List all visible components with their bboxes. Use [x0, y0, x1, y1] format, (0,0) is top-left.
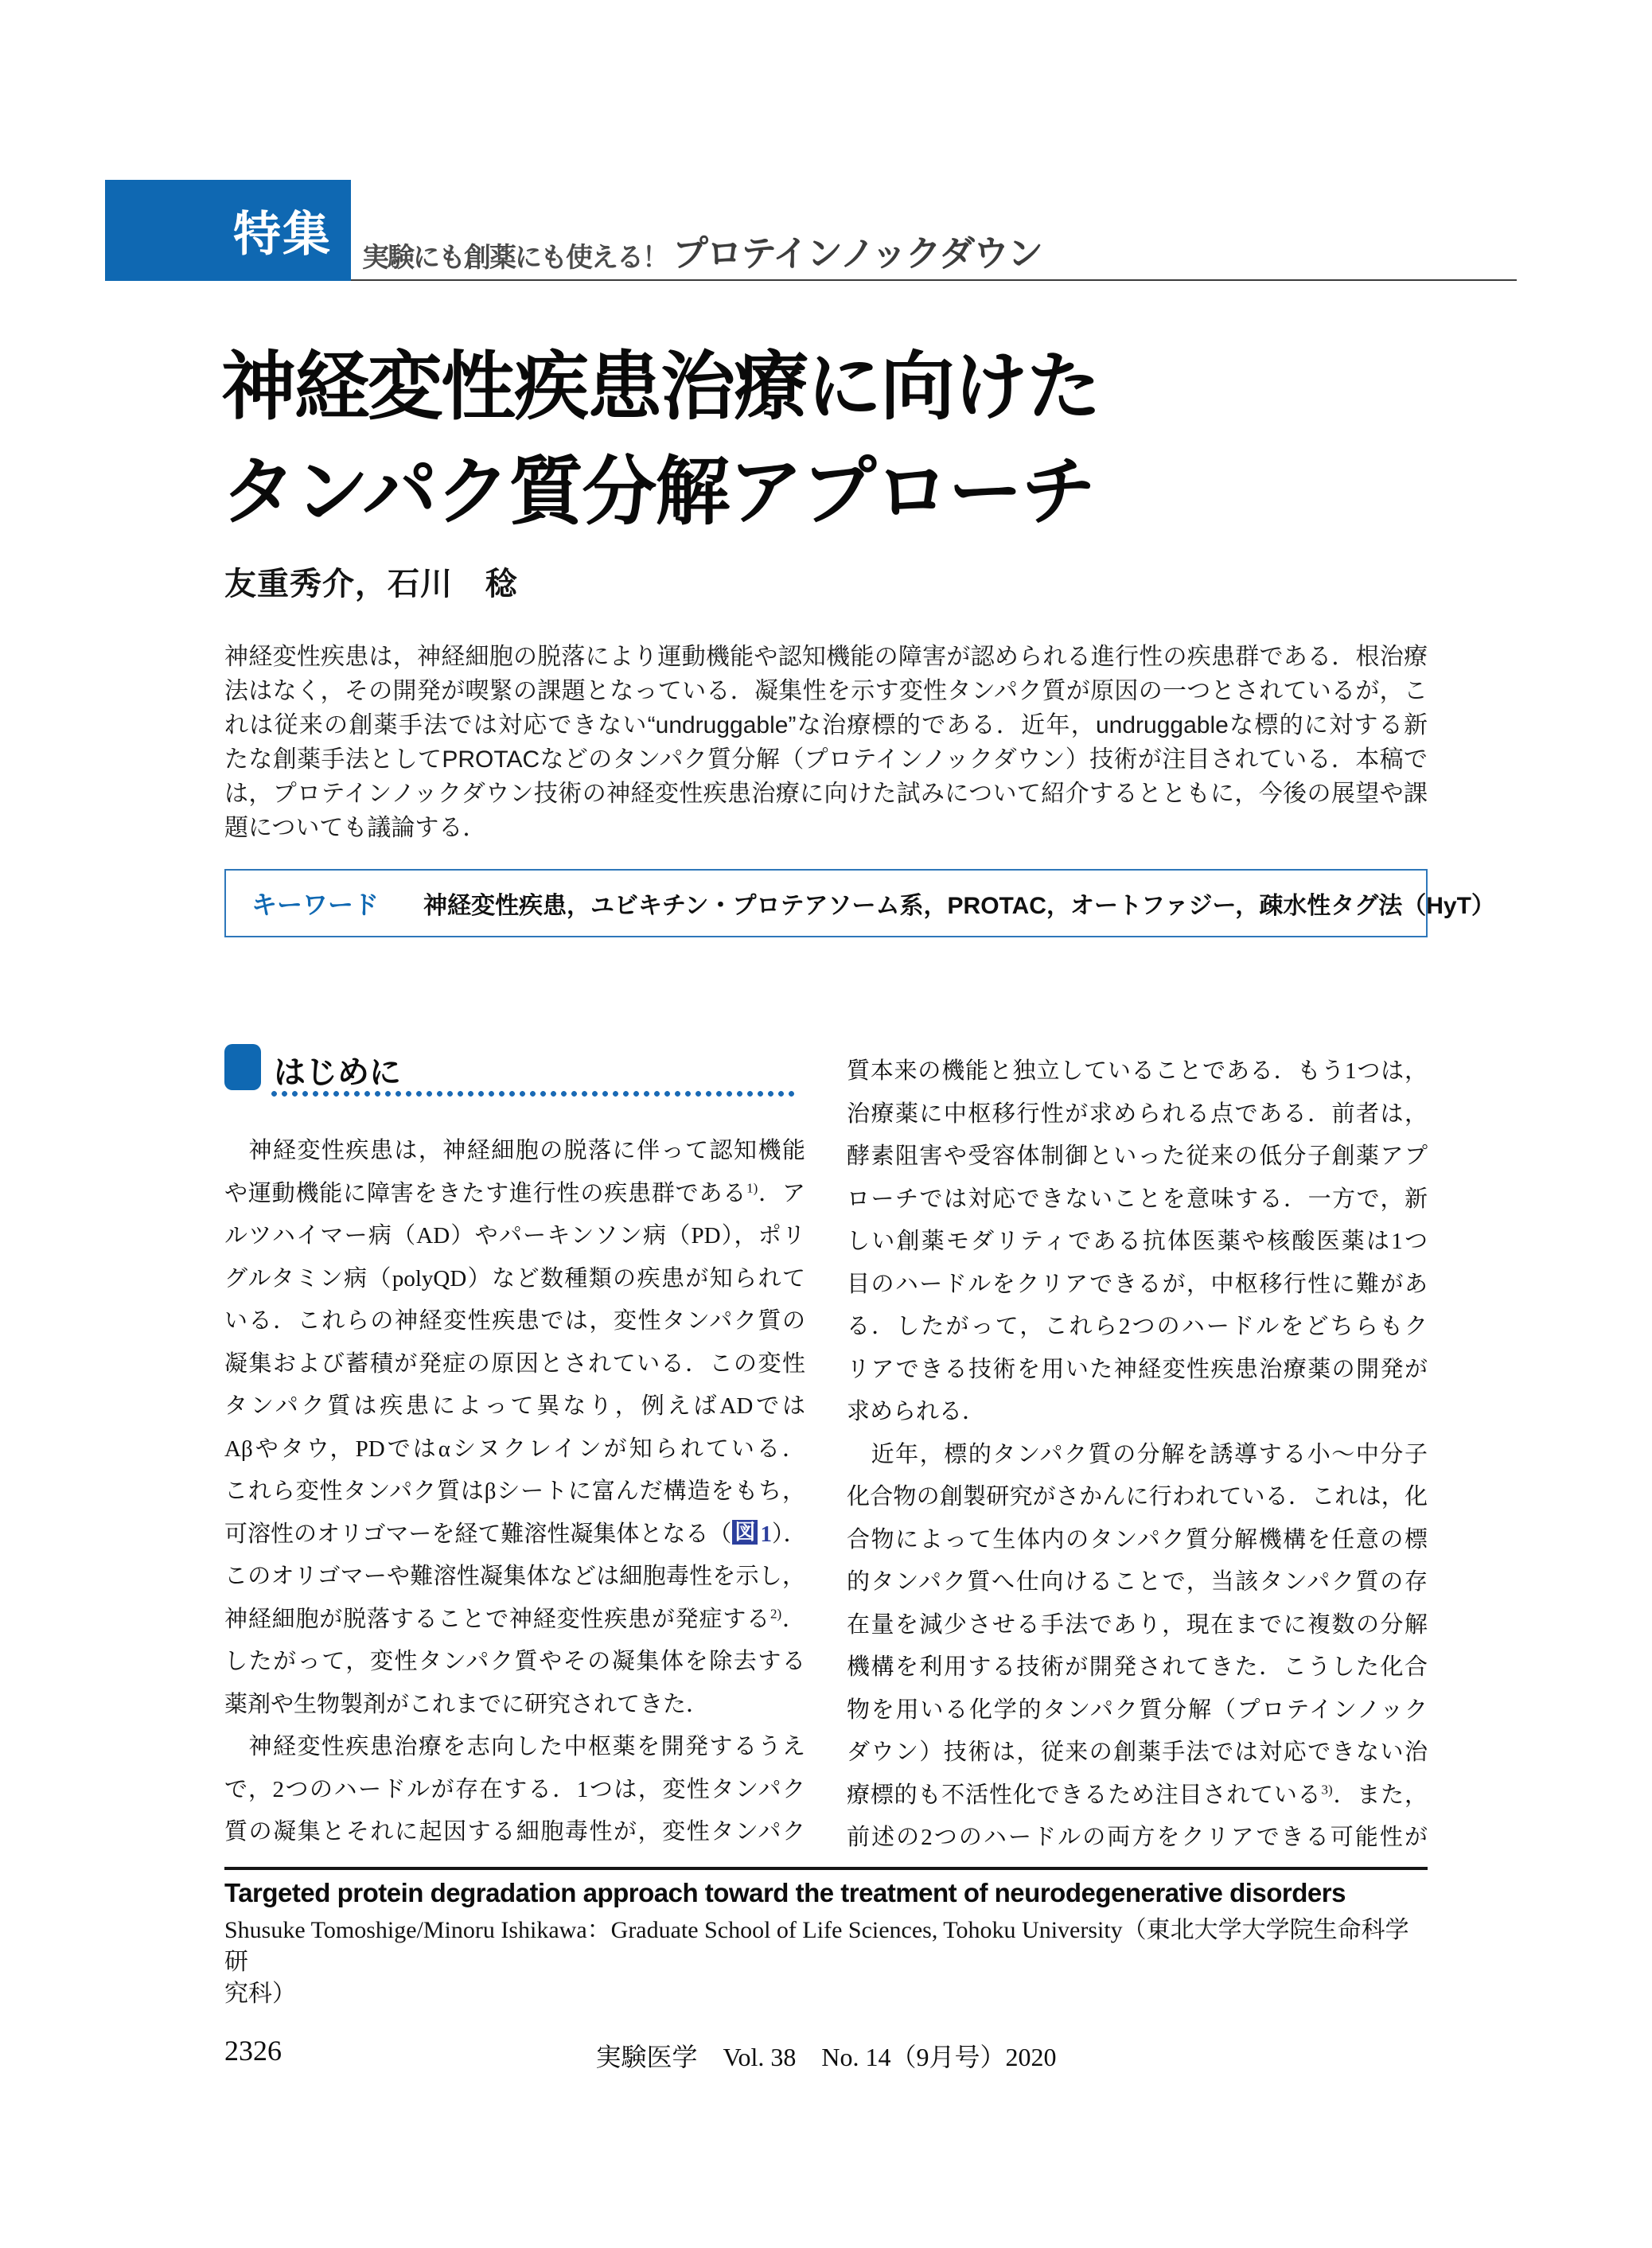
body-line: ローチでは対応できないことを意味する．一方で，新 [847, 1186, 1428, 1212]
body-text: ．ア [758, 1180, 805, 1206]
author-affiliation [224, 1915, 1428, 2010]
body-line [224, 1173, 805, 1216]
section-title: はじめに [274, 1055, 401, 1090]
keywords-label: キーワード [251, 890, 380, 919]
body-column-right [847, 1050, 1428, 1860]
body-line: Aβやタウ，PDではαシヌクレインが知られている． [224, 1436, 805, 1462]
body-text: ）． [771, 1521, 807, 1547]
body-line: いる．これらの神経変性疾患では，変性タンパク質の [224, 1308, 805, 1334]
journal-info: 実験医学 Vol. 38 No. 14（9月号）2020 [595, 2043, 1057, 2071]
article-title-line1: 神経変性疾患治療に向けた [221, 345, 1101, 428]
abstract-line: たな創薬手法としてPROTACなどのタンパク質分解（プロテインノックダウン）技術が注目されている．本稿で [224, 746, 1428, 773]
body-line: 質の凝集とそれに起因する細胞毒性が，変性タンパク [224, 1819, 805, 1845]
feature-banner [105, 180, 351, 281]
body-line: 的タンパク質へ仕向けることで，当該タンパク質の存 [847, 1569, 1428, 1595]
body-line: ダウン）技術は，従来の創薬手法では対応できない治 [847, 1740, 1428, 1765]
feature-label: 特集 [233, 207, 332, 261]
body-text: 神経細胞が脱落することで神経変性疾患が発症する [224, 1606, 770, 1632]
abstract-line: は，プロテインノックダウン技術の神経変性疾患治療に向けた試みについて紹介するとともに，今後の展望や課 [224, 781, 1428, 807]
affiliation-line: Shusuke Tomoshige/Minoru Ishikawa：Graduate School of Life Sciences, Tohoku University（東北大学大学院生命科学研 [224, 1917, 1409, 1975]
header-divider [351, 279, 1517, 281]
abstract-line: 題についても議論する． [224, 815, 487, 841]
body-line: で，2つのハードルが存在する．1つは，変性タンパク [224, 1776, 805, 1802]
body-line: 物を用いる化学的タンパク質分解（プロテインノック [847, 1697, 1428, 1723]
body-line: グルタミン病（polyQD）など数種類の疾患が知られて [224, 1265, 805, 1292]
body-line: 目のハードルをクリアできるが，中枢移行性に難があ [847, 1271, 1428, 1297]
section-marker-icon [224, 1044, 261, 1090]
body-line: リアできる技術を用いた神経変性疾患治療薬の開発が [847, 1356, 1428, 1382]
body-text: ．また， [1332, 1782, 1428, 1808]
page-number: 2326 [224, 2035, 282, 2067]
series-subtitle: 実験にも創薬にも使える！ [362, 243, 668, 273]
body-line: 薬剤や生物製剤がこれまでに研究されてきた． [224, 1691, 710, 1717]
figure-1-number[interactable]: 1 [760, 1521, 772, 1547]
body-line: したがって，変性タンパク質やその凝集体を除去する [224, 1649, 805, 1674]
article-title-line2: タンパク質分解アプローチ [221, 450, 1095, 533]
body-line: タンパク質は疾患によって異なり，例えばADでは [224, 1393, 805, 1419]
abstract-line: れは従来の創薬手法では対応できない“undruggable”な治療標的である．近年，undruggableな標的に対する新 [224, 712, 1428, 738]
body-line: 近年，標的タンパク質の分解を誘導する小〜中分子 [847, 1441, 1428, 1467]
body-line: 合物によって生体内のタンパク質分解機構を任意の標 [847, 1526, 1428, 1553]
body-line: 酵素阻害や受容体制御といった従来の低分子創薬アプ [847, 1143, 1428, 1169]
body-line: 機構を利用する技術が開発されてきた．こうした化合 [847, 1654, 1428, 1680]
abstract [224, 640, 1428, 845]
body-line: 求められる． [847, 1399, 986, 1424]
section-dotted-rule [271, 1090, 794, 1097]
article-title [221, 334, 1100, 544]
abstract-line: 法はなく，その開発が喫緊の課題となっている．凝集性を示す変性タンパク質が原因の一つとされているが，こ [224, 678, 1428, 704]
body-line: 前述の2つのハードルの両方をクリアできる可能性が [847, 1825, 1428, 1850]
footer-divider [224, 1867, 1428, 1870]
body-line: 化合物の創製研究がさかんに行われている．これは，化 [847, 1484, 1428, 1510]
series-title: プロテインノックダウン [672, 233, 1042, 274]
affiliation-line: 究科） [224, 1981, 296, 2007]
body-text: や運動機能に障害をきたす進行性の疾患群である [224, 1180, 747, 1206]
body-line: 在量を減少させる手法であり，現在までに複数の分解 [847, 1611, 1428, 1638]
body-line: 治療薬に中枢移行性が求められる点である．前者は， [847, 1101, 1428, 1127]
body-line: 神経変性疾患は，神経細胞の脱落に伴って認知機能 [224, 1138, 805, 1163]
body-line: 質本来の機能と独立していることである．もう1つは， [847, 1058, 1428, 1084]
body-line: これら変性タンパク質はβシートに富んだ構造をもち， [224, 1479, 805, 1504]
body-line: 神経変性疾患治療を志向した中枢薬を開発するうえ [224, 1734, 805, 1759]
keywords-box [224, 869, 1495, 937]
reference-mark: 2) [770, 1605, 782, 1621]
body-text: 療標的も不活性化できるため注目されている [847, 1782, 1322, 1808]
body-line: る．したがって，これら2つのハードルをどちらもク [847, 1314, 1428, 1339]
reference-mark: 3) [1321, 1781, 1333, 1797]
body-line: このオリゴマーや難溶性凝集体などは細胞毒性を示し， [224, 1564, 805, 1589]
authors: 友重秀介，石川 稔 [224, 567, 518, 602]
body-line [847, 1775, 1428, 1817]
body-line [224, 1514, 805, 1556]
english-title: Targeted protein degradation approach toward the treatment of neurodegenerative disorders [224, 1878, 1346, 1907]
keywords-text: 神経変性疾患，ユビキチン・プロテアソーム系，PROTAC，オートファジー，疎水性タグ法（HyT） [423, 893, 1495, 919]
figure-1-link[interactable]: 図 [732, 1520, 758, 1545]
body-line: しい創薬モダリティである抗体医薬や核酸医薬は1つ [847, 1229, 1428, 1254]
body-text: ． [781, 1606, 805, 1632]
body-line: ルツハイマー病（AD）やパーキンソン病（PD），ポリ [224, 1223, 805, 1249]
body-column-left [224, 1130, 805, 1854]
body-line [224, 1599, 805, 1642]
reference-mark: 1) [746, 1179, 758, 1195]
body-line: 凝集および蓄積が発症の原因とされている．この変性 [224, 1350, 805, 1377]
body-text: 可溶性のオリゴマーを経て難溶性凝集体となる（ [224, 1521, 732, 1547]
abstract-line: 神経変性疾患は，神経細胞の脱落により運動機能や認知機能の障害が認められる進行性の疾患群である．根治療 [224, 644, 1428, 670]
